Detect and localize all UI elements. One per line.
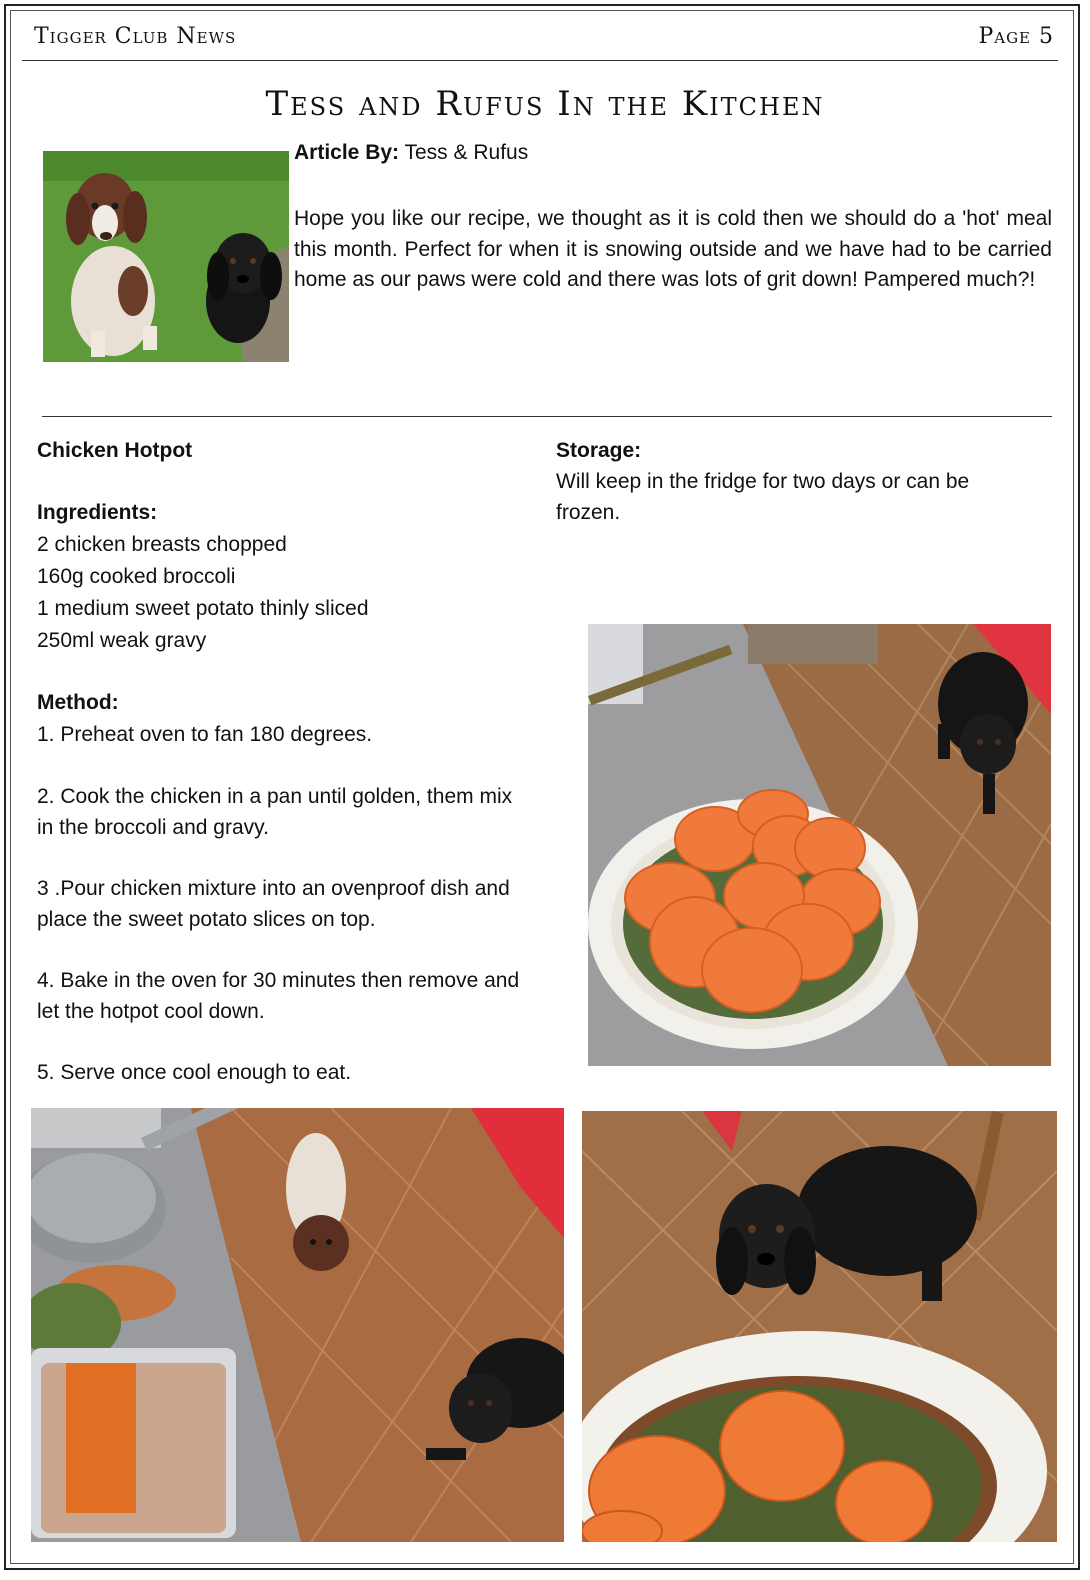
storage-text: Will keep in the fridge for two days or can be frozen. [556, 470, 970, 524]
ingredient-item: 1 medium sweet potato thinly sliced [37, 597, 369, 620]
page-number: Page 5 [978, 24, 1054, 49]
recipe-name: Chicken Hotpot [37, 439, 193, 462]
article-title: Tess and Rufus In the Kitchen [265, 84, 825, 124]
ingredient-item: 2 chicken breasts chopped [37, 533, 287, 556]
method-heading: Method: [37, 691, 119, 714]
ingredient-item: 250ml weak gravy [37, 629, 207, 652]
ingredients-heading: Ingredients: [37, 501, 158, 524]
method-step: 4. Bake in the oven for 30 minutes then remove and let the hotpot cool down. [37, 969, 520, 1023]
ingredient-item: 160g cooked broccoli [37, 565, 236, 588]
photo-dog-and-hotpot [582, 1111, 1057, 1542]
storage-heading: Storage: [556, 439, 642, 462]
newsletter-name: Tigger Club News [34, 24, 237, 49]
photo-kitchen-dogs [31, 1108, 564, 1542]
storage-column [556, 435, 1026, 528]
photo-hotpot-dish [588, 624, 1051, 1066]
photo-dogs-on-grass [43, 151, 289, 362]
recipe-column [37, 435, 527, 1089]
byline [294, 141, 528, 165]
method-step: 1. Preheat oven to fan 180 degrees. [37, 723, 373, 746]
byline-authors: Tess & Rufus [404, 141, 529, 164]
section-divider [42, 416, 1052, 417]
method-step: 3 .Pour chicken mixture into an ovenproof dish and place the sweet potato slices on top. [37, 877, 510, 931]
method-step: 5. Serve once cool enough to eat. [37, 1061, 352, 1084]
header-divider [22, 60, 1058, 61]
intro-paragraph: Hope you like our recipe, we thought as it is cold then we should do a 'hot' meal this month. Perfect for when it is snowing outside and we have had to be carried home as our paws were cold and there was lots of grit down! Pampered much?! [294, 207, 1052, 291]
byline-label: Article By: [294, 141, 400, 164]
method-step: 2. Cook the chicken in a pan until golden, them mix in the broccoli and gravy. [37, 785, 513, 839]
